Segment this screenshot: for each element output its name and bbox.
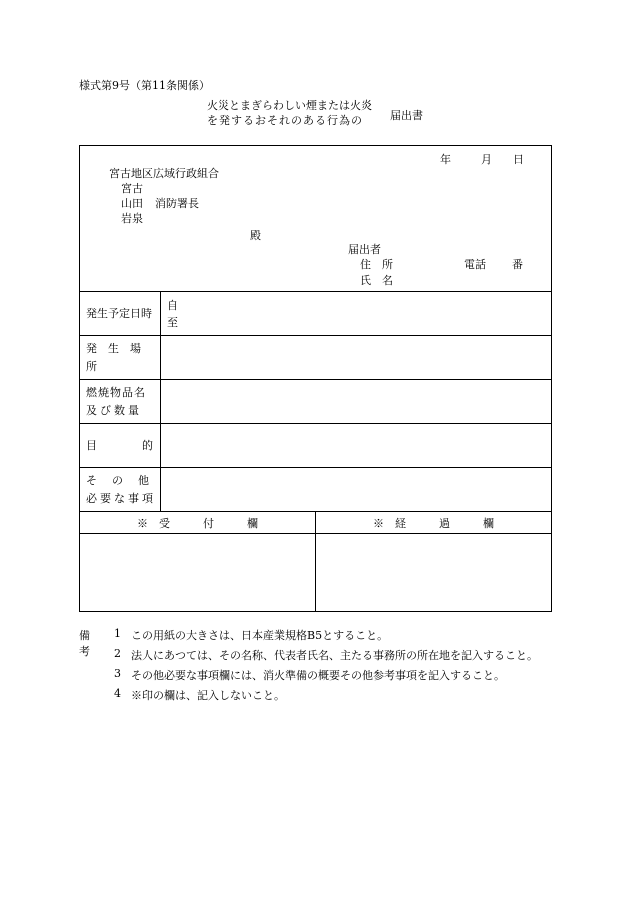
remark-text: その他必要な事項欄には、消火準備の概要その他参考事項を記入すること。 — [131, 669, 505, 682]
location-label: 発 生 場 所 — [80, 336, 161, 380]
chief-place-iwaizumi: 岩泉 — [121, 212, 143, 225]
document-title — [207, 98, 423, 128]
location-field[interactable] — [161, 336, 552, 380]
remark-number: 2 — [114, 647, 121, 660]
date-year-label: 年 — [440, 153, 451, 166]
other-matters-label-line-2: 必要な事項 — [86, 491, 156, 505]
remark-text: 法人にあつては、その名称、代表者氏名、主たる事務所の所在地を記入すること。 — [131, 649, 538, 662]
honorific-dono: 殿 — [250, 229, 261, 242]
reception-column-box — [80, 534, 316, 612]
notification-form-table — [79, 145, 552, 612]
remark-number: 4 — [114, 687, 121, 700]
chief-place-miyako: 宮古 — [121, 182, 143, 195]
other-matters-label — [80, 468, 161, 512]
title-line-2: を発するおそれのある行為の — [207, 114, 363, 127]
scheduled-datetime-field[interactable] — [161, 292, 552, 336]
scheduled-datetime-label: 発生予定日時 — [80, 292, 161, 336]
remark-text: この用紙の大きさは、日本産業規格B5とすること。 — [131, 629, 389, 642]
to-label: 至 — [167, 316, 178, 329]
remark-number: 3 — [114, 667, 121, 680]
applicant-label: 届出者 — [348, 243, 381, 256]
reception-column-header: ※ 受 付 欄 — [80, 512, 316, 534]
purpose-label-char-2: 的 — [142, 438, 153, 452]
chief-title: 消防署長 — [155, 197, 199, 210]
chief-place-yamada: 山田 — [121, 197, 143, 210]
purpose-label-char-1: 目 — [86, 438, 97, 452]
combustible-label-line-1: 燃焼物品名 — [86, 385, 146, 399]
address-label: 住 所 — [360, 258, 393, 271]
date-month-label: 月 — [481, 153, 492, 166]
title-line-1: 火災とまぎらわしい煙または火炎 — [207, 99, 372, 112]
combustible-label-line-2: 及び数量 — [86, 403, 142, 417]
from-label: 自 — [167, 299, 178, 312]
organization-name: 宮古地区広域行政組合 — [109, 167, 219, 180]
progress-column-header: ※ 経 過 欄 — [316, 512, 552, 534]
purpose-field[interactable] — [161, 424, 552, 468]
remarks-label: 備考 — [79, 629, 90, 658]
remark-number: 1 — [114, 627, 121, 640]
title-suffix: 届出書 — [390, 109, 423, 122]
header-section — [80, 146, 552, 292]
progress-column-box — [316, 534, 552, 612]
remark-text: ※印の欄は、記入しないこと。 — [131, 689, 285, 702]
phone-suffix: 番 — [512, 258, 523, 271]
combustible-label — [80, 380, 161, 424]
name-label: 氏 名 — [360, 274, 393, 287]
other-matters-label-line-1: そ の 他 — [86, 473, 151, 487]
date-day-label: 日 — [513, 153, 524, 166]
form-number: 様式第9号（第11条関係） — [79, 79, 210, 92]
phone-label: 電話 — [464, 258, 486, 271]
other-matters-field[interactable] — [161, 468, 552, 512]
combustible-field[interactable] — [161, 380, 552, 424]
purpose-label — [80, 424, 161, 468]
